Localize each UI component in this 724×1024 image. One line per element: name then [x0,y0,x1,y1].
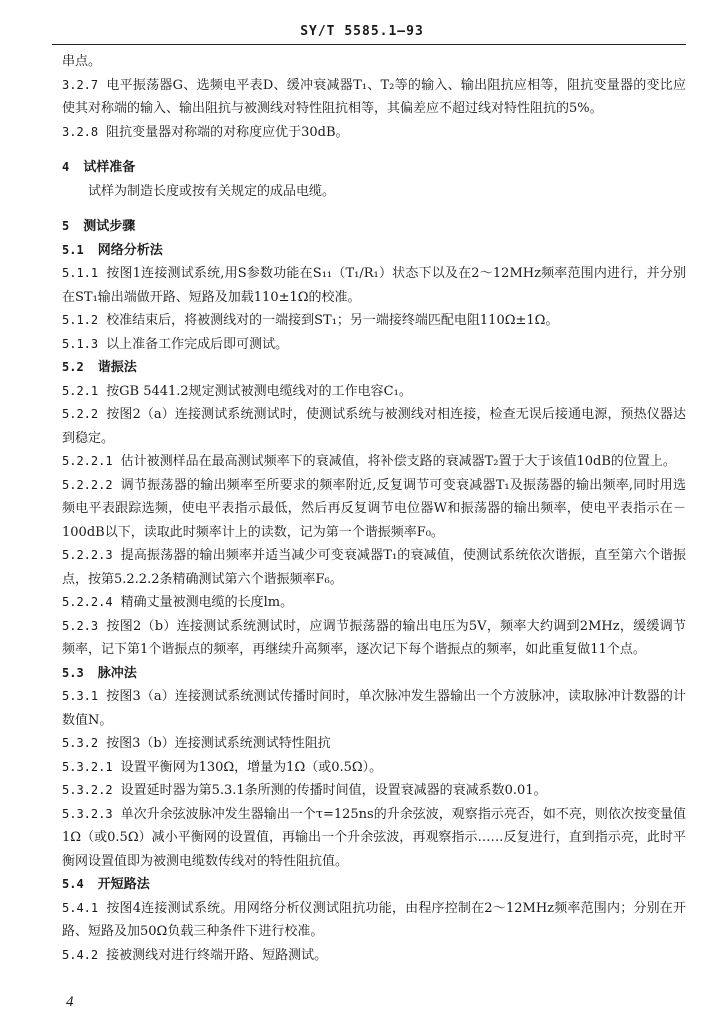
clause-5-2-2-2 [62,474,686,545]
clause-number: 5.1.1 [62,266,99,280]
clause-number: 5.3.2.3 [62,806,113,821]
clause-5-3-2-2 [62,779,686,803]
subsection-title: 谐振法 [97,360,137,375]
clause-number: 3.2.8 [62,124,99,139]
clause-number: 5.2.2.3 [62,548,113,562]
clause-text: 按图1连接测试系统,用S参数功能在S₁₁（T₁/R₁）状态下以及在2～12MHz频率范围内进行，并分别在ST₁输出端做开路、短路及加载110±1Ω的校准。 [62,266,686,305]
clause-5-1-1 [62,262,686,309]
clause-text: 接被测线对进行终端开路、短路测试。 [106,947,328,963]
section-heading-4 [62,156,686,180]
section-4-body [62,180,686,204]
section-number: 5 [62,219,70,233]
clause-number: 5.3.2 [62,736,99,750]
section-title: 测试步骤 [83,219,136,234]
clause-5-3-2-1 [62,756,686,780]
subsection-number: 5.1 [62,242,84,257]
paragraph-text: 试样为制造长度或按有关规定的成品电缆。 [88,183,336,199]
clause-number: 5.4.1 [62,900,99,915]
subsection-heading-5-3 [62,662,686,686]
paragraph-continuation [62,50,686,74]
clause-3-2-7 [62,74,686,121]
clause-text: 调节振荡器的输出频率至所要求的频率附近,反复调节可变衰减器T₁及振荡器的输出频率,同时用选频电平表跟踪选频，使电平表指示最低，然后再反复调节电位器W和振荡器的输出频率，使电平表指示在－100dB以下，读取此时频率计上的读数，记为第一个谐振频率F₀。 [62,477,686,540]
subsection-heading-5-4 [62,873,686,897]
clause-5-3-1 [62,685,686,732]
clause-number: 5.1.2 [62,313,99,327]
clause-number: 5.3.2.1 [62,759,113,774]
clause-number: 5.1.3 [62,336,99,351]
subsection-number: 5.4 [62,877,84,891]
clause-text: 电平振荡器G、选频电平表D、缓冲衰减器T₁、T₂等的输入、输出阻抗应相等，阻抗变量器的变比应使其对称端的输入、输出阻抗与被测线对特性阻抗相等，其偏差应不超过线对特性阻抗的5%。 [62,77,686,116]
subsection-number: 5.3 [62,665,84,680]
clause-text: 精确丈量被测电缆的长度lm。 [120,595,294,610]
standard-header: SY/T 5585.1—93 [300,24,424,39]
clause-text: 按GB 5441.2规定测试被测电缆线对的工作电容C₁。 [106,383,412,399]
clause-text: 设置延时器为第5.3.1条所测的传播时间值，设置衰减器的衰减系数0.01。 [120,783,547,798]
clause-text: 提高振荡器的输出频率并适当减少可变衰减器T₁的衰减值，使测试系统依次谐振，直至第六个谐振点，按第5.2.2.2条精确测试第六个谐振频率F₆。 [62,548,686,587]
clause-number: 5.3.1 [62,689,99,703]
clause-text: 以上准备工作完成后即可测试。 [106,336,289,352]
clause-5-4-2 [62,944,686,968]
clause-text: 按图3（a）连接测试系统测试传播时间时，单次脉冲发生器输出一个方波脉冲，读取脉冲计数器的计数值N。 [62,689,686,728]
clause-5-2-2-4 [62,591,686,615]
clause-number: 5.3.2.2 [62,783,113,797]
clause-5-2-2-3 [62,544,686,591]
clause-5-2-2 [62,403,686,450]
spacer [62,144,686,156]
clause-5-4-1 [62,897,686,944]
paragraph-text: 串点。 [62,54,102,69]
clause-5-1-2 [62,309,686,333]
clause-5-2-1 [62,380,686,404]
clause-5-3-2 [62,732,686,756]
clause-number: 5.2.2 [62,407,99,421]
clause-text: 按图3（b）连接测试系统测试特性阻抗 [106,736,331,751]
clause-number: 5.2.2.4 [62,595,113,609]
clause-text: 估计被测样品在最高测试频率下的衰减值，将补偿支路的衰减器T₂置于大于该值10dB的位置上。 [120,454,676,469]
subsection-title: 脉冲法 [97,665,137,681]
clause-number: 3.2.7 [62,77,99,92]
clause-5-2-2-1 [62,450,686,474]
clause-number: 5.2.1 [62,383,99,398]
clause-number: 5.2.3 [62,618,99,633]
clause-number: 5.2.2.2 [62,477,113,492]
clause-text: 设置平衡网为130Ω，增量为1Ω（或0.5Ω）。 [120,759,383,775]
clause-text: 校准结束后，将被测线对的一端接到ST₁；另一端接终端匹配电阻110Ω±1Ω。 [106,313,559,328]
subsection-title: 网络分析法 [97,242,163,258]
subsection-number: 5.2 [62,360,84,374]
section-heading-5 [62,215,686,239]
subsection-title: 开短路法 [97,877,150,892]
clause-5-2-3 [62,615,686,662]
clause-number: 5.2.2.1 [62,454,113,468]
subsection-heading-5-2 [62,356,686,380]
clause-5-1-3 [62,333,686,357]
section-number: 4 [62,160,70,174]
clause-text: 按图2（a）连接测试系统测试时，使测试系统与被测线对相连接，检查无误后接通电源，预热仪器达到稳定。 [62,407,686,446]
clause-5-3-2-3 [62,803,686,874]
page-number: 4 [66,994,74,1010]
clause-3-2-8 [62,121,686,145]
clause-text: 阻抗变量器对称端的对称度应优于30dB。 [106,124,349,140]
section-title: 试样准备 [83,160,136,175]
clause-text: 按图4连接测试系统。用网络分析仪测试阻抗功能，由程序控制在2～12MHz频率范围内；分别在开路、短路及加50Ω负载三种条件下进行校准。 [62,900,686,939]
header-rule [52,44,686,45]
clause-text: 按图2（b）连接测试系统测试时，应调节振荡器的输出电压为5V，频率大约调到2MHz，缓缓调节频率，记下第1个谐振点的频率，再继续升高频率，逐次记下每个谐振点的频率，如此重复做11个点。 [62,618,686,657]
spacer [62,203,686,215]
clause-number: 5.4.2 [62,947,99,962]
document-body [62,50,686,967]
subsection-heading-5-1 [62,239,686,263]
clause-text: 单次升余弦波脉冲发生器输出一个τ=125ns的升余弦波，观察指示亮否，如不亮，则依次按变量值1Ω（或0.5Ω）减小平衡网的设置值，再输出一个升余弦波，再观察指示……反复进行，直到指示亮，此时平衡网设置值即为被测电缆数传线对的特性阻抗值。 [62,806,686,869]
